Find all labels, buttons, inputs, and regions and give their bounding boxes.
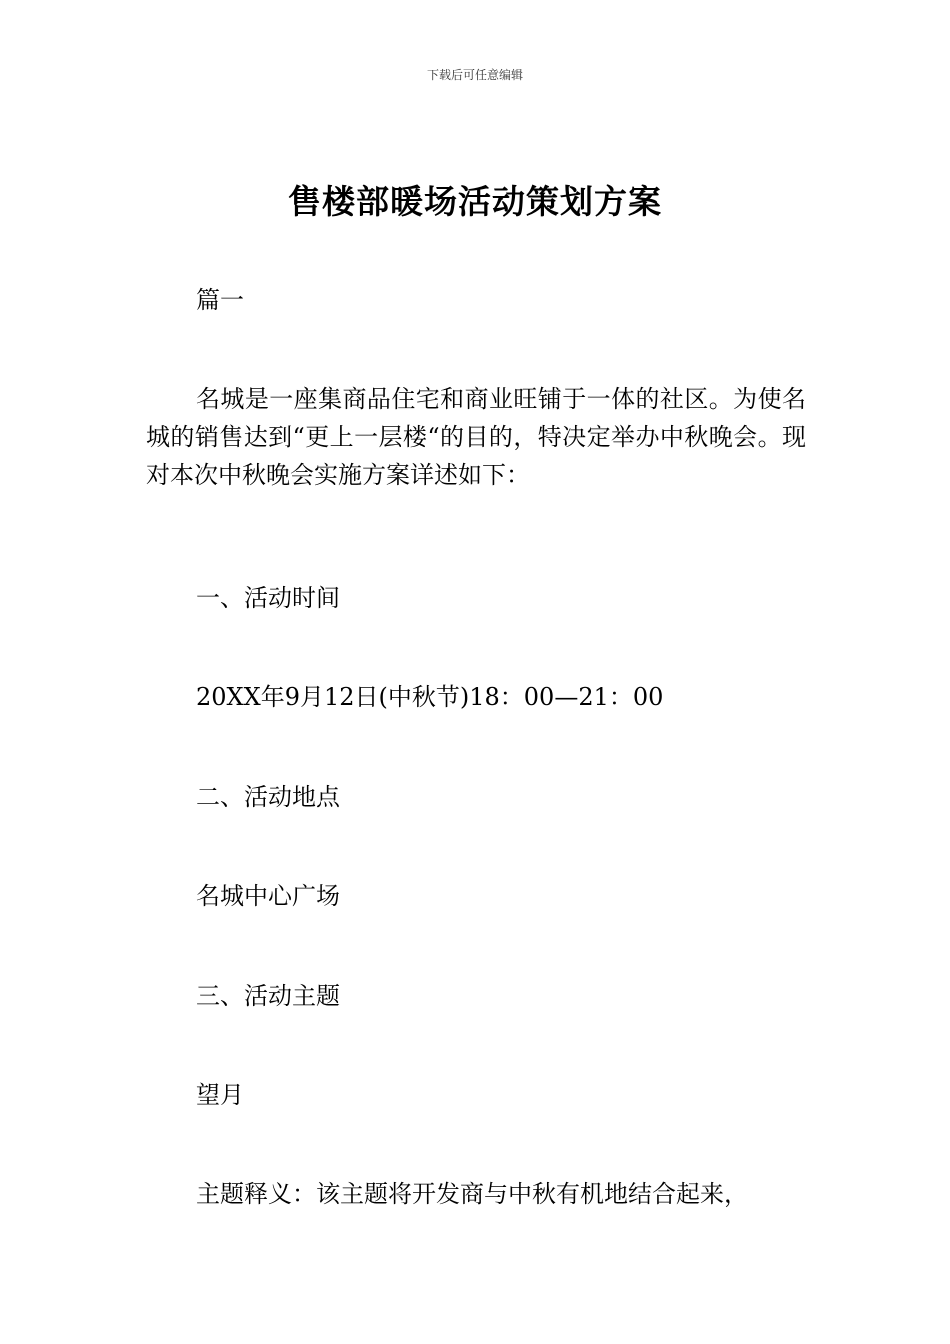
paragraph-activity-time: 20XX年9月12日(中秋节)18：00—21：00 — [196, 683, 664, 711]
paragraph-activity-theme: 望月 — [196, 1081, 244, 1109]
heading-activity-theme: 三、活动主题 — [196, 982, 340, 1010]
heading-activity-time: 一、活动时间 — [196, 584, 340, 612]
paragraph-intro: 名城是一座集商品住宅和商业旺铺于一体的社区。为使名城的销售达到“更上一层楼“的目的，特决定举办中秋晚会。现对本次中秋晚会实施方案详述如下： — [146, 385, 806, 489]
page-header-note: 下载后可任意编辑 — [426, 68, 523, 82]
heading-activity-location: 二、活动地点 — [196, 783, 340, 811]
paragraph-activity-location: 名城中心广场 — [196, 882, 340, 910]
document-title: 售楼部暖场活动策划方案 — [288, 182, 662, 221]
paragraph-theme-explanation: 主题释义：该主题将开发商与中秋有机地结合起来， — [196, 1180, 748, 1208]
paragraph-section-label: 篇一 — [196, 286, 244, 314]
